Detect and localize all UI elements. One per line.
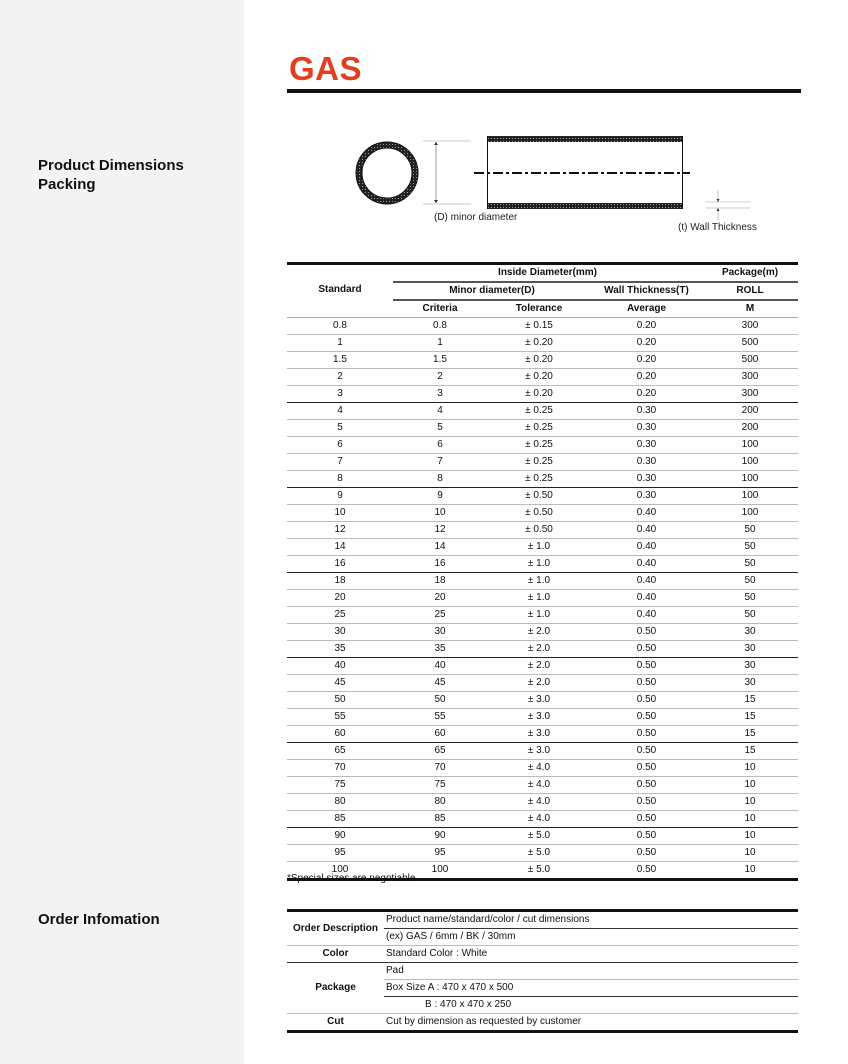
table-row — [287, 420, 798, 437]
cell-average: 0.20 — [591, 318, 702, 335]
cell-standard: 12 — [287, 522, 393, 539]
table-row — [287, 352, 798, 369]
cell-criteria: 85 — [393, 811, 487, 828]
table-row — [287, 369, 798, 386]
cell-standard: 50 — [287, 692, 393, 709]
cell-average: 0.30 — [591, 471, 702, 488]
cell-criteria: 80 — [393, 794, 487, 811]
cell-tolerance: ± 0.25 — [487, 454, 591, 471]
cell-roll: 15 — [702, 709, 798, 726]
cell-criteria: 9 — [393, 488, 487, 505]
cell-roll: 30 — [702, 675, 798, 692]
table-row — [287, 675, 798, 692]
cell-tolerance: ± 0.20 — [487, 335, 591, 352]
cell-tolerance: ± 2.0 — [487, 641, 591, 658]
table-row — [287, 828, 798, 845]
table-row — [287, 471, 798, 488]
cell-roll: 100 — [702, 505, 798, 522]
cell-tolerance: ± 0.20 — [487, 352, 591, 369]
cell-tolerance: ± 4.0 — [487, 811, 591, 828]
cell-roll: 200 — [702, 403, 798, 420]
cell-criteria: 16 — [393, 556, 487, 573]
table-row — [287, 607, 798, 624]
cell-criteria: 100 — [431, 864, 449, 875]
table-row — [287, 318, 798, 335]
cell-average: 0.40 — [591, 573, 702, 590]
table-row — [287, 556, 798, 573]
cell-roll: 500 — [702, 352, 798, 369]
cell-roll: 300 — [702, 386, 798, 403]
cell-criteria: 1.5 — [393, 352, 487, 369]
cell-criteria: 6 — [393, 437, 487, 454]
cell-roll: 300 — [702, 318, 798, 335]
cut-value: Cut by dimension as requested by customer — [386, 1016, 582, 1027]
cell-tolerance: ± 1.0 — [487, 556, 591, 573]
cell-roll: 15 — [702, 726, 798, 743]
cell-tolerance: ± 0.20 — [487, 386, 591, 403]
cell-criteria: 20 — [393, 590, 487, 607]
cell-tolerance: ± 4.0 — [487, 777, 591, 794]
cell-roll: 10 — [702, 811, 798, 828]
table-row — [287, 539, 798, 556]
cell-standard: 9 — [287, 488, 393, 505]
cell-criteria: 40 — [393, 658, 487, 675]
cell-roll: 50 — [702, 607, 798, 624]
cell-roll: 50 — [702, 539, 798, 556]
cell-tolerance: ± 5.0 — [487, 845, 591, 862]
cell-roll: 100 — [702, 471, 798, 488]
header-standard: Standard — [318, 284, 362, 295]
cell-average: 0.30 — [591, 403, 702, 420]
table-row — [287, 845, 798, 862]
cell-roll: 500 — [702, 335, 798, 352]
table-row — [287, 335, 798, 352]
cell-roll: 10 — [702, 845, 798, 862]
cell-tolerance: ± 0.25 — [487, 420, 591, 437]
cell-criteria: 30 — [393, 624, 487, 641]
cell-criteria: 14 — [393, 539, 487, 556]
cell-average: 0.50 — [591, 760, 702, 777]
cell-criteria: 10 — [393, 505, 487, 522]
cell-criteria: 12 — [393, 522, 487, 539]
cell-standard: 65 — [287, 743, 393, 760]
cell-criteria: 7 — [393, 454, 487, 471]
cell-roll: 10 — [702, 828, 798, 845]
cell-roll: 15 — [702, 692, 798, 709]
table-row — [287, 505, 798, 522]
table-row — [287, 573, 798, 590]
cell-tolerance: ± 3.0 — [487, 709, 591, 726]
cell-average: 0.50 — [591, 811, 702, 828]
cell-standard: 25 — [287, 607, 393, 624]
tube-diagram — [340, 125, 780, 240]
order-information-table — [287, 909, 798, 1033]
header-average: Average — [591, 300, 702, 318]
cell-roll: 100 — [702, 437, 798, 454]
cell-tolerance: ± 1.0 — [487, 607, 591, 624]
cell-average: 0.50 — [636, 864, 657, 875]
cell-standard: 4 — [287, 403, 393, 420]
cell-criteria: 70 — [393, 760, 487, 777]
cell-average: 0.30 — [591, 437, 702, 454]
cell-standard: 14 — [287, 539, 393, 556]
cell-roll: 10 — [702, 794, 798, 811]
cell-average: 0.50 — [591, 794, 702, 811]
cell-average: 0.50 — [591, 743, 702, 760]
cell-average: 0.30 — [591, 488, 702, 505]
cell-average: 0.50 — [591, 624, 702, 641]
cell-criteria: 3 — [393, 386, 487, 403]
cell-standard: 55 — [287, 709, 393, 726]
cell-criteria: 18 — [393, 573, 487, 590]
cell-roll: 300 — [702, 369, 798, 386]
header-roll: ROLL — [702, 282, 798, 300]
cell-roll: 100 — [702, 454, 798, 471]
cell-average: 0.50 — [591, 658, 702, 675]
cell-average: 0.50 — [591, 641, 702, 658]
table-row — [287, 590, 798, 607]
table-row — [287, 488, 798, 505]
header-unit: M — [702, 300, 798, 318]
cell-tolerance: ± 0.25 — [487, 437, 591, 454]
cell-average: 0.20 — [591, 335, 702, 352]
cell-roll: 50 — [702, 556, 798, 573]
cell-tolerance: ± 0.20 — [487, 369, 591, 386]
cell-standard: 100 — [331, 864, 349, 875]
cell-criteria: 90 — [393, 828, 487, 845]
cell-average: 0.40 — [591, 505, 702, 522]
table-row — [287, 743, 798, 760]
cell-criteria: 0.8 — [393, 318, 487, 335]
section-label-line: Order Infomation — [38, 911, 160, 928]
table-row — [287, 641, 798, 658]
header-package: Package(m) — [702, 264, 798, 283]
cell-tolerance: ± 3.0 — [487, 726, 591, 743]
cell-tolerance: ± 3.0 — [487, 692, 591, 709]
cell-roll: 15 — [702, 743, 798, 760]
cell-roll: 30 — [702, 641, 798, 658]
cell-standard: 1.5 — [287, 352, 393, 369]
cell-tolerance: ± 4.0 — [487, 760, 591, 777]
cell-criteria: 55 — [393, 709, 487, 726]
cell-standard: 10 — [287, 505, 393, 522]
cell-standard: 6 — [287, 437, 393, 454]
cell-roll: 50 — [702, 573, 798, 590]
cell-standard: 1 — [287, 335, 393, 352]
cell-roll: 50 — [702, 590, 798, 607]
cell-roll: 10 — [702, 777, 798, 794]
package-box-b: B : 470 x 470 x 250 — [384, 997, 798, 1014]
table-row — [287, 386, 798, 403]
cell-standard: 8 — [287, 471, 393, 488]
wall-thickness-label: (t) Wall Thickness — [678, 222, 757, 233]
table-row — [287, 811, 798, 828]
order-description-example: (ex) GAS / 6mm / BK / 30mm — [384, 929, 798, 946]
table-row — [287, 624, 798, 641]
cell-standard: 35 — [287, 641, 393, 658]
table-row — [287, 709, 798, 726]
page-title: GAS — [289, 50, 363, 87]
table-row — [287, 692, 798, 709]
cell-criteria: 75 — [393, 777, 487, 794]
color-label: Color — [287, 946, 384, 963]
header-tolerance: Tolerance — [487, 300, 591, 318]
cell-average: 0.50 — [591, 709, 702, 726]
cell-average: 0.50 — [591, 726, 702, 743]
header-criteria: Criteria — [393, 300, 487, 318]
package-box-a: Box Size A : 470 x 470 x 500 — [384, 980, 798, 997]
cell-tolerance: ± 0.50 — [487, 522, 591, 539]
section-label-order-information — [38, 910, 160, 929]
cell-average: 0.50 — [591, 845, 702, 862]
table-row — [287, 522, 798, 539]
cell-criteria: 60 — [393, 726, 487, 743]
cell-criteria: 1 — [393, 335, 487, 352]
cell-tolerance: ± 0.15 — [487, 318, 591, 335]
cell-tolerance: ± 5.0 — [527, 864, 551, 875]
table-row — [287, 437, 798, 454]
order-description-line: Product name/standard/color / cut dimensions — [384, 911, 798, 929]
cell-tolerance: ± 5.0 — [487, 828, 591, 845]
cell-average: 0.20 — [591, 369, 702, 386]
order-description-label: Order Description — [287, 911, 384, 946]
table-row — [287, 454, 798, 471]
cell-standard: 16 — [287, 556, 393, 573]
cell-tolerance: ± 0.25 — [487, 471, 591, 488]
cell-standard: 30 — [287, 624, 393, 641]
cell-tolerance: ± 0.50 — [487, 505, 591, 522]
table-row — [287, 794, 798, 811]
cell-roll: 10 — [702, 760, 798, 777]
section-label-line: Packing — [38, 176, 96, 193]
cell-standard: 3 — [287, 386, 393, 403]
cut-label: Cut — [327, 1016, 344, 1027]
cell-average: 0.50 — [591, 777, 702, 794]
header-wall-thickness: Wall Thickness(T) — [591, 282, 702, 300]
package-value: Pad — [384, 963, 798, 980]
cell-average: 0.30 — [591, 454, 702, 471]
cell-standard: 2 — [287, 369, 393, 386]
cell-tolerance: ± 1.0 — [487, 539, 591, 556]
cell-standard: 60 — [287, 726, 393, 743]
cell-standard: 90 — [287, 828, 393, 845]
cell-standard: 20 — [287, 590, 393, 607]
title-divider — [287, 89, 801, 93]
cell-criteria: 50 — [393, 692, 487, 709]
cell-criteria: 8 — [393, 471, 487, 488]
cell-criteria: 45 — [393, 675, 487, 692]
cell-average: 0.40 — [591, 522, 702, 539]
cell-standard: 5 — [287, 420, 393, 437]
cell-standard: 45 — [287, 675, 393, 692]
dimensions-table — [287, 262, 798, 881]
cell-roll: 200 — [702, 420, 798, 437]
cell-roll: 30 — [702, 658, 798, 675]
color-value: Standard Color : White — [384, 946, 798, 963]
cell-standard: 80 — [287, 794, 393, 811]
cell-criteria: 95 — [393, 845, 487, 862]
cell-tolerance: ± 1.0 — [487, 590, 591, 607]
table-row — [287, 658, 798, 675]
table-row — [287, 403, 798, 420]
cell-standard: 75 — [287, 777, 393, 794]
cell-criteria: 65 — [393, 743, 487, 760]
header-inside-diameter: Inside Diameter(mm) — [393, 264, 702, 283]
cell-tolerance: ± 0.25 — [487, 403, 591, 420]
cell-standard: 40 — [287, 658, 393, 675]
cell-tolerance: ± 3.0 — [487, 743, 591, 760]
cell-tolerance: ± 4.0 — [487, 794, 591, 811]
table-row — [287, 760, 798, 777]
cell-standard: 0.8 — [287, 318, 393, 335]
cell-standard: 85 — [287, 811, 393, 828]
minor-diameter-label: (D) minor diameter — [434, 212, 518, 223]
cell-criteria: 35 — [393, 641, 487, 658]
cell-standard: 18 — [287, 573, 393, 590]
cell-average: 0.20 — [591, 386, 702, 403]
cell-roll: 100 — [702, 488, 798, 505]
cell-average: 0.50 — [591, 692, 702, 709]
section-label-line: Product Dimensions — [38, 157, 184, 174]
table-row — [287, 726, 798, 743]
cell-average: 0.50 — [591, 675, 702, 692]
cell-tolerance: ± 1.0 — [487, 573, 591, 590]
cell-tolerance: ± 2.0 — [487, 624, 591, 641]
cell-tolerance: ± 2.0 — [487, 675, 591, 692]
cell-standard: 70 — [287, 760, 393, 777]
cell-average: 0.50 — [591, 828, 702, 845]
cell-criteria: 2 — [393, 369, 487, 386]
cell-average: 0.40 — [591, 556, 702, 573]
cell-standard: 7 — [287, 454, 393, 471]
cell-roll: 50 — [702, 522, 798, 539]
cell-criteria: 5 — [393, 420, 487, 437]
cell-average: 0.40 — [591, 539, 702, 556]
cell-average: 0.40 — [591, 607, 702, 624]
cell-tolerance: ± 0.50 — [487, 488, 591, 505]
cell-criteria: 25 — [393, 607, 487, 624]
cell-average: 0.30 — [591, 420, 702, 437]
package-label: Package — [287, 963, 384, 1014]
cell-criteria: 4 — [393, 403, 487, 420]
header-minor-diameter: Minor diameter(D) — [393, 282, 591, 300]
cell-tolerance: ± 2.0 — [487, 658, 591, 675]
cell-standard: 95 — [287, 845, 393, 862]
cell-average: 0.40 — [591, 590, 702, 607]
cell-average: 0.20 — [591, 352, 702, 369]
special-sizes-note: *Special sizes are negotiable — [287, 873, 416, 884]
table-row — [287, 777, 798, 794]
section-label-product-dimensions — [38, 156, 184, 194]
cell-roll: 30 — [702, 624, 798, 641]
cell-roll: 10 — [744, 864, 756, 875]
